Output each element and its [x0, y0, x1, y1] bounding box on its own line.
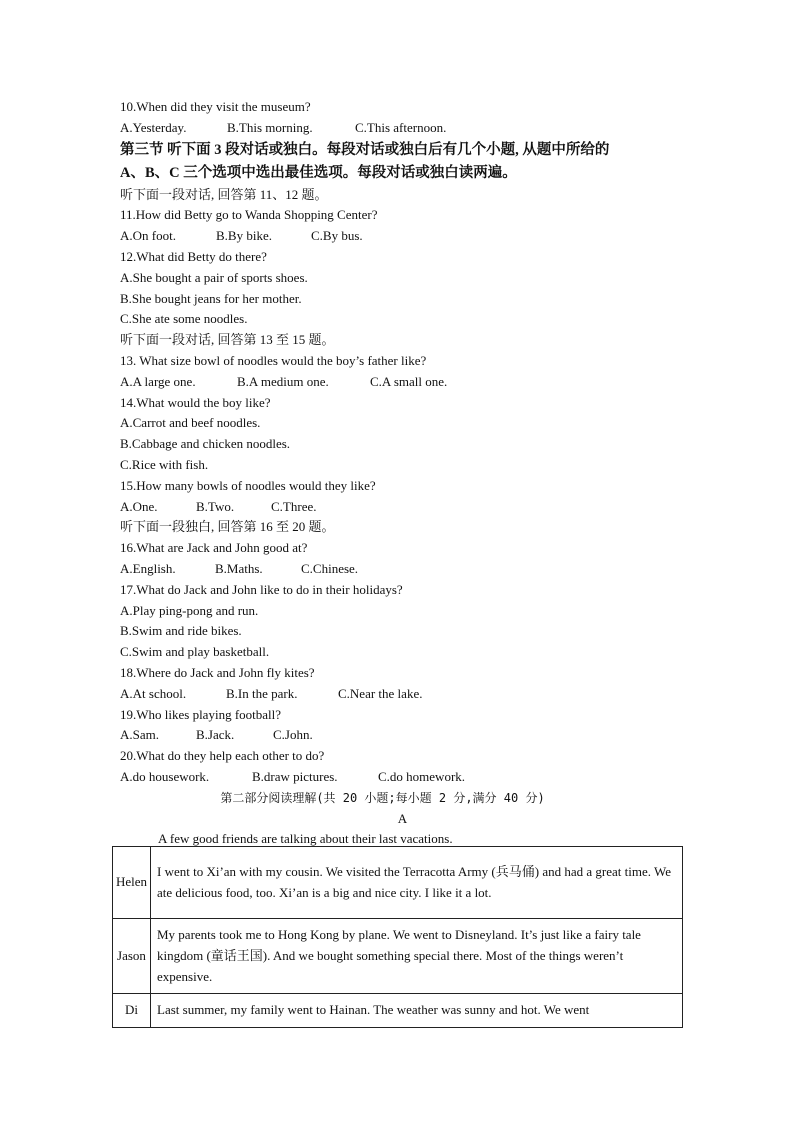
- option-c: C.Rice with fish.: [120, 456, 209, 472]
- instruction-13-15: 听下面一段对话, 回答第 13 至 15 题。: [120, 332, 335, 348]
- option-c: C.She ate some noodles.: [120, 311, 248, 327]
- question-15: 15.How many bowls of noodles would they like?: [120, 477, 376, 493]
- option-a: A.English.: [120, 560, 176, 576]
- option-c: C.do homework.: [378, 768, 466, 784]
- option-b: B.By bike.: [216, 228, 272, 244]
- option-b: B.This morning.: [227, 119, 313, 135]
- options-20: [120, 767, 685, 788]
- option-b: B.Two.: [196, 498, 235, 514]
- option-b: B.Swim and ride bikes.: [120, 623, 242, 639]
- option-b: B.Cabbage and chicken noodles.: [120, 436, 291, 452]
- option-c: C.By bus.: [311, 228, 363, 244]
- option-c: C.Three.: [271, 498, 317, 514]
- option-b: B.In the park.: [226, 685, 298, 701]
- row-name: Jason: [113, 919, 151, 994]
- option-a: A.On foot.: [120, 228, 176, 244]
- question-12: 12.What did Betty do there?: [120, 248, 267, 264]
- question-11: 11.How did Betty go to Wanda Shopping Center?: [120, 207, 378, 223]
- option-a: A.One.: [120, 498, 158, 514]
- table-row: [113, 994, 683, 1028]
- options-10: [120, 118, 685, 139]
- row-text: My parents took me to Hong Kong by plane. We went to Disneyland. It’s just like a fairy tale kingdom (童话王国). And we bought something special there. Most of the things weren’t expensive.: [151, 919, 683, 994]
- options-16: [120, 559, 685, 580]
- option-a: A.do housework.: [120, 768, 210, 784]
- option-b: B.Jack.: [196, 727, 235, 743]
- options-19: [120, 725, 685, 746]
- option-a: A.Sam.: [120, 727, 159, 743]
- options-11: [120, 226, 685, 247]
- option-a: A.A large one.: [120, 373, 196, 389]
- question-17: 17.What do Jack and John like to do in their holidays?: [120, 581, 403, 597]
- row-text: I went to Xi’an with my cousin. We visited the Terracotta Army (兵马俑) and had a great time. We ate delicious food, too. Xi’an is a big and nice city. I like it a lot.: [151, 847, 683, 919]
- option-a: A.Carrot and beef noodles.: [120, 415, 261, 431]
- question-18: 18.Where do Jack and John fly kites?: [120, 664, 315, 680]
- section3-heading-line1: 第三节 听下面 3 段对话或独白。每段对话或独白后有几个小题, 从题中所给的: [120, 141, 610, 158]
- option-a: A.She bought a pair of sports shoes.: [120, 269, 308, 285]
- section-letter: A: [397, 810, 408, 826]
- row-name: Helen: [113, 847, 151, 919]
- option-a: A.Yesterday.: [120, 119, 187, 135]
- option-c: C.Chinese.: [301, 560, 359, 576]
- option-b: B.draw pictures.: [252, 768, 338, 784]
- option-b: B.A medium one.: [237, 373, 329, 389]
- question-19: 19.Who likes playing football?: [120, 706, 282, 722]
- question-20: 20.What do they help each other to do?: [120, 748, 325, 764]
- vacation-table: [112, 846, 683, 1028]
- question-13: 13. What size bowl of noodles would the boy’s father like?: [120, 352, 427, 368]
- option-a: A.Play ping-pong and run.: [120, 602, 259, 618]
- table-row: [113, 919, 683, 994]
- option-a: A.At school.: [120, 685, 187, 701]
- option-c: C.John.: [273, 727, 313, 743]
- row-name: Di: [113, 994, 151, 1028]
- part2-title: 第二部分阅读理解(共 20 小题;每小题 2 分,满分 40 分): [220, 790, 545, 805]
- exam-page: [120, 97, 685, 850]
- options-15: [120, 497, 685, 518]
- question-16: 16.What are Jack and John good at?: [120, 540, 308, 556]
- option-b: B.Maths.: [215, 560, 263, 576]
- option-c: C.A small one.: [370, 373, 448, 389]
- question-14: 14.What would the boy like?: [120, 394, 271, 410]
- options-13: [120, 372, 685, 393]
- option-c: C.Near the lake.: [338, 685, 423, 701]
- row-text: Last summer, my family went to Hainan. The weather was sunny and hot. We went: [151, 994, 683, 1028]
- option-c: C.Swim and play basketball.: [120, 644, 270, 660]
- section3-heading-line2: A、B、C 三个选项中选出最佳选项。每段对话或独白读两遍。: [120, 164, 517, 181]
- option-b: B.She bought jeans for her mother.: [120, 290, 302, 306]
- reading-intro: A few good friends are talking about their last vacations.: [158, 831, 453, 847]
- instruction-16-20: 听下面一段独白, 回答第 16 至 20 题。: [120, 519, 335, 535]
- options-18: [120, 684, 685, 705]
- instruction-11-12: 听下面一段对话, 回答第 11、12 题。: [120, 186, 328, 202]
- table-row: [113, 847, 683, 919]
- option-c: C.This afternoon.: [355, 119, 447, 135]
- question-10: 10.When did they visit the museum?: [120, 99, 311, 114]
